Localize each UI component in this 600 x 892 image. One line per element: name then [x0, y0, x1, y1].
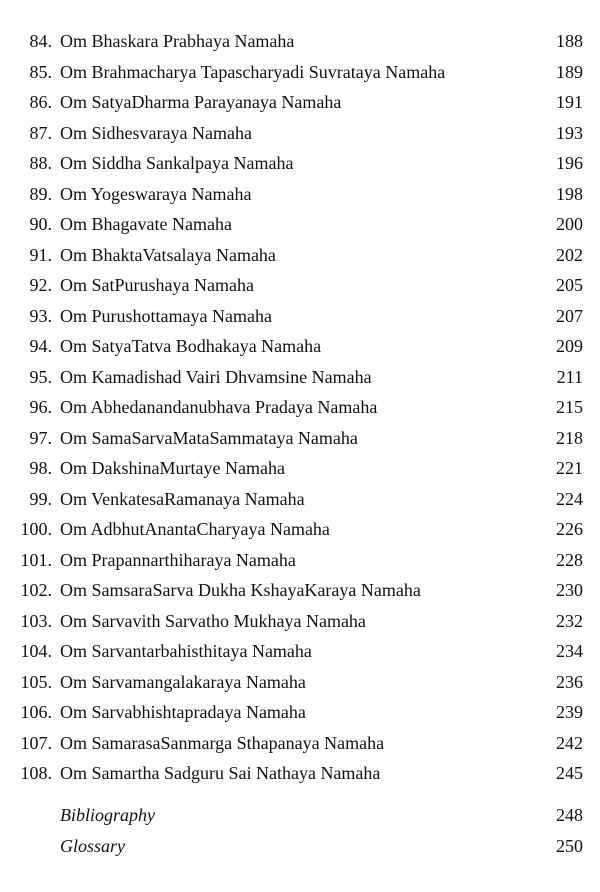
entry-page-number: 236	[556, 671, 583, 692]
entry-title: Om BhaktaVatsalaya Namaha	[60, 244, 276, 265]
toc-entry	[0, 697, 600, 728]
toc-entry	[0, 453, 600, 484]
entry-title: Om Bhagavate Namaha	[60, 214, 232, 234]
entry-title: Om SamarasaSanmarga Sthapanaya Namaha	[60, 732, 385, 753]
entry-number: 92.	[29, 275, 52, 295]
entry-number: 106.	[20, 702, 52, 722]
entry-number: 103.	[20, 610, 52, 631]
back-matter-list	[0, 800, 600, 861]
entry-title: Om Yogeswaraya Namaha	[60, 183, 252, 204]
toc-entry	[0, 331, 600, 362]
toc-entry	[0, 728, 600, 759]
entry-number: 94.	[29, 336, 52, 356]
toc-entry	[0, 514, 600, 545]
entry-title: Om Prapannarthiharaya Namaha	[60, 549, 296, 570]
entry-page-number: 191	[556, 92, 583, 112]
entry-title: Om Sidhesvaraya Namaha	[60, 122, 252, 143]
toc-entry	[0, 57, 600, 88]
toc-entry	[0, 240, 600, 271]
entry-number: 88.	[29, 153, 52, 173]
toc-entry	[0, 26, 600, 57]
toc-entry	[0, 545, 600, 576]
entry-page-number: 200	[556, 214, 583, 234]
back-matter-title: Bibliography	[60, 805, 155, 825]
toc-entry	[0, 636, 600, 667]
entry-title: Om SamaSarvaMataSammataya Namaha	[60, 427, 358, 448]
entry-number: 101.	[20, 549, 52, 570]
toc-entry	[0, 87, 600, 118]
entry-page-number: 242	[556, 732, 583, 753]
entry-number: 107.	[20, 732, 52, 753]
entry-page-number: 205	[556, 275, 583, 295]
toc-entry	[0, 423, 600, 454]
toc-entry	[0, 362, 600, 393]
entry-title: Om Brahmacharya Tapascharyadi Suvrataya Namaha	[60, 61, 446, 82]
entry-number: 97.	[29, 427, 52, 448]
entry-number: 90.	[29, 214, 52, 234]
entry-title: Om DakshinaMurtaye Namaha	[60, 458, 285, 478]
entry-page-number: 245	[556, 763, 583, 783]
entry-page-number: 209	[556, 336, 583, 356]
entry-number: 100.	[20, 519, 52, 539]
entry-title: Om Abhedanandanubhava Pradaya Namaha	[60, 397, 378, 417]
toc-entry	[0, 606, 600, 637]
entry-page-number: 221	[556, 458, 583, 478]
entry-page-number: 188	[556, 31, 583, 51]
toc-entry	[0, 118, 600, 149]
entry-title: Om SatyaDharma Parayanaya Namaha	[60, 92, 342, 112]
entry-title: Om Kamadishad Vairi Dhvamsine Namaha	[60, 366, 372, 387]
entry-title: Om VenkatesaRamanaya Namaha	[60, 488, 305, 509]
back-matter-page-number: 248	[556, 805, 583, 825]
toc-entry	[0, 179, 600, 210]
toc-entry	[0, 575, 600, 606]
entry-title: Om Sarvabhishtapradaya Namaha	[60, 702, 306, 722]
entry-title: Om SatyaTatva Bodhakaya Namaha	[60, 336, 322, 356]
entry-title: Om Siddha Sankalpaya Namaha	[60, 153, 294, 173]
back-matter-entry	[0, 831, 600, 862]
entry-title: Om Sarvantarbahisthitaya Namaha	[60, 641, 312, 661]
entry-page-number: 211	[556, 366, 583, 387]
entry-page-number: 207	[556, 305, 583, 326]
entry-title: Om AdbhutAnantaCharyaya Namaha	[60, 519, 330, 539]
entry-number: 91.	[29, 244, 52, 265]
back-matter-title: Glossary	[60, 835, 126, 856]
entry-title: Om Samartha Sadguru Sai Nathaya Namaha	[60, 763, 381, 783]
entry-page-number: 198	[556, 183, 583, 204]
entry-number: 89.	[29, 183, 52, 204]
entry-number: 102.	[20, 580, 52, 600]
entry-number: 96.	[29, 397, 52, 417]
entry-page-number: 193	[556, 122, 583, 143]
entry-title: Om Bhaskara Prabhaya Namaha	[60, 31, 295, 51]
entry-number: 93.	[29, 305, 52, 326]
entry-title: Om SatPurushaya Namaha	[60, 275, 254, 295]
entry-number: 84.	[29, 31, 52, 51]
entry-title: Om Purushottamaya Namaha	[60, 305, 272, 326]
toc-entry	[0, 209, 600, 240]
toc-entry	[0, 484, 600, 515]
entry-number: 108.	[20, 763, 52, 783]
entry-number: 105.	[20, 671, 52, 692]
entry-page-number: 234	[556, 641, 583, 661]
entry-page-number: 232	[556, 610, 583, 631]
entry-number: 87.	[29, 122, 52, 143]
entry-page-number: 226	[556, 519, 583, 539]
entry-page-number: 202	[556, 244, 583, 265]
entry-page-number: 189	[556, 61, 583, 82]
entry-number: 104.	[20, 641, 52, 661]
entry-number: 85.	[29, 61, 52, 82]
toc-entry	[0, 301, 600, 332]
entry-page-number: 228	[556, 549, 583, 570]
toc-entry	[0, 758, 600, 789]
entry-title: Om Sarvamangalakaraya Namaha	[60, 671, 306, 692]
entry-page-number: 239	[556, 702, 583, 722]
entry-number: 95.	[29, 366, 52, 387]
toc-list	[0, 26, 600, 789]
toc-entry	[0, 270, 600, 301]
entry-page-number: 224	[556, 488, 583, 509]
entry-number: 99.	[29, 488, 52, 509]
entry-page-number: 196	[556, 153, 583, 173]
entry-page-number: 218	[556, 427, 583, 448]
toc-entry	[0, 148, 600, 179]
back-matter-entry	[0, 800, 600, 831]
entry-page-number: 215	[556, 397, 583, 417]
back-matter-page-number: 250	[556, 835, 583, 856]
entry-number: 86.	[29, 92, 52, 112]
entry-number: 98.	[29, 458, 52, 478]
toc-entry	[0, 392, 600, 423]
entry-title: Om Sarvavith Sarvatho Mukhaya Namaha	[60, 610, 366, 631]
entry-title: Om SamsaraSarva Dukha KshayaKaraya Namaha	[60, 580, 421, 600]
entry-page-number: 230	[556, 580, 583, 600]
toc-entry	[0, 667, 600, 698]
